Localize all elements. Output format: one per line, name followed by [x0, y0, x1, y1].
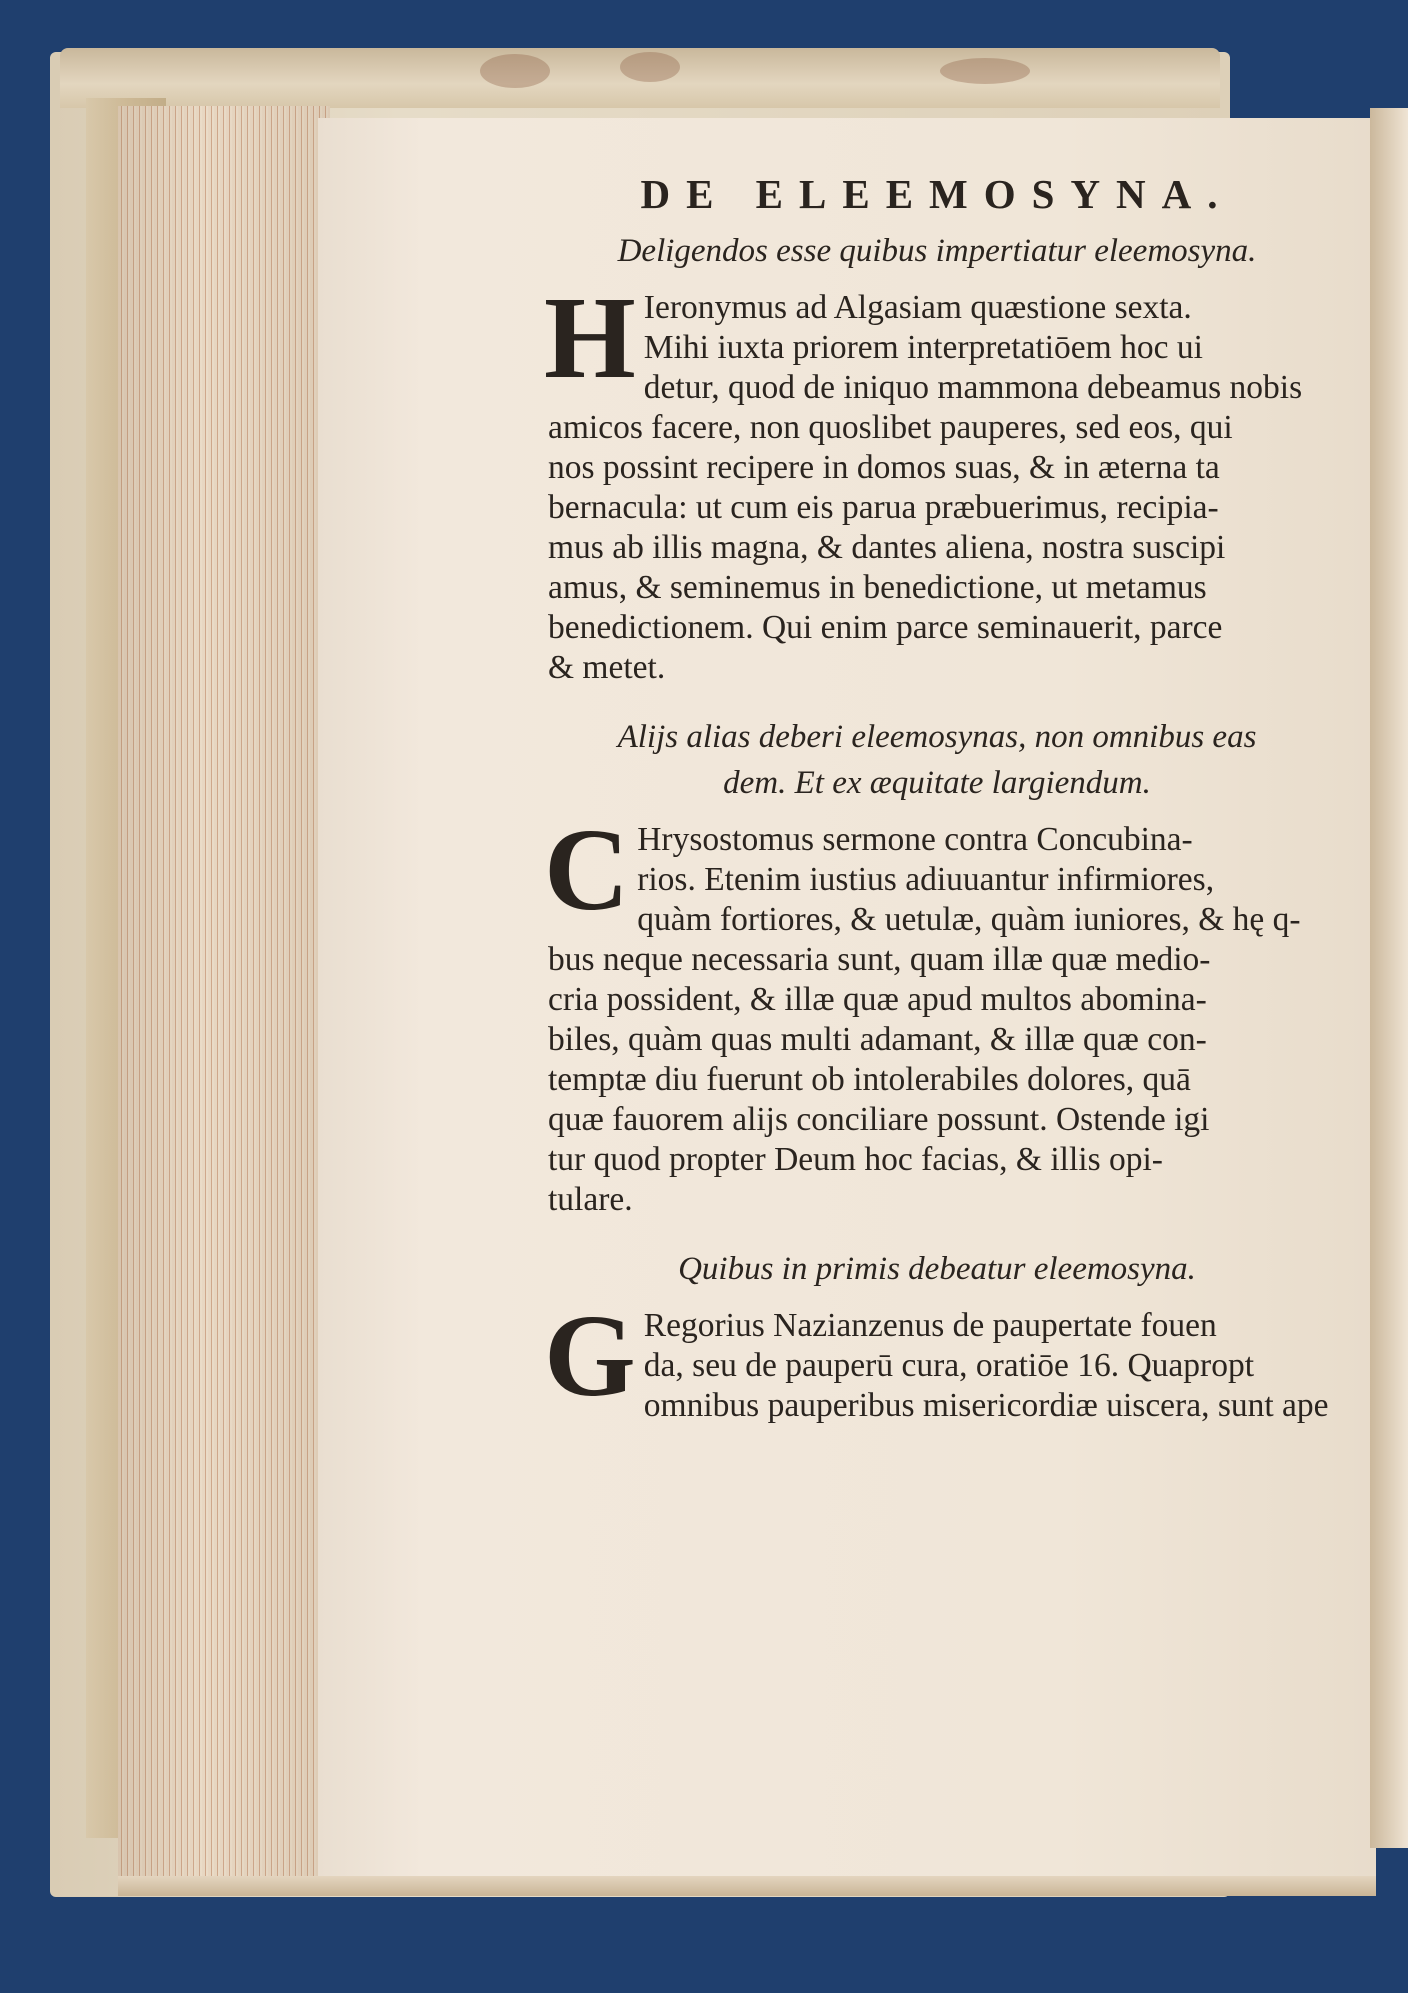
text-line: & metet.: [548, 649, 666, 686]
drop-capital: C: [544, 804, 630, 935]
text-line: amus, & seminemus in benedictione, ut metamus: [548, 569, 1207, 606]
text-line: Regorius Nazianzenus de paupertate fouen: [643, 1307, 1217, 1344]
text-line: benedictionem. Qui enim parce seminauerit, parce: [548, 609, 1223, 646]
text-line: detur, quod de iniquo mammona debeamus nobis: [643, 369, 1303, 406]
drop-capital: G: [544, 1290, 636, 1421]
section-heading: [548, 714, 1326, 806]
text-line: da, seu de pauperū cura, oratiōe 16. Quapropt: [643, 1347, 1255, 1384]
running-head: DE ELEEMOSYNA.: [640, 171, 1234, 217]
text-line: temptæ diu fuerunt ob intolerabiles dolores, quā: [548, 1061, 1191, 1098]
section-paragraph: [544, 272, 1326, 688]
vellum-cover-top: [60, 48, 1220, 108]
text-line: cria possident, & illæ quæ apud multos abomina-: [548, 981, 1207, 1018]
section-heading: [548, 1246, 1326, 1292]
text-line: tulare.: [548, 1181, 633, 1218]
text-line: bus neque necessaria sunt, quam illæ quæ medio-: [548, 941, 1211, 978]
text-line: quæ fauorem alijs conciliare possunt. Ostende igi: [548, 1101, 1210, 1138]
page-edges-shade: [118, 106, 330, 1896]
heading-line: Alijs alias deberi eleemosynas, non omnibus eas: [617, 719, 1257, 755]
section-heading: [548, 228, 1326, 274]
text-line: Ieronymus ad Algasiam quæstione sexta.: [643, 289, 1192, 326]
text-line: quàm fortiores, & uetulæ, quàm iuniores, & hę q-: [637, 901, 1301, 938]
text-line: bernacula: ut cum eis parua præbuerimus, recipia-: [548, 489, 1219, 526]
page-text: [544, 170, 1329, 1452]
text-line: Mihi iuxta priorem interpretatiōem hoc ui: [643, 329, 1203, 366]
cover-stain: [620, 52, 680, 82]
text-line: rios. Etenim iustius adiuuantur infirmiores,: [637, 861, 1215, 898]
text-line: biles, quàm quas multi adamant, & illæ quæ con-: [548, 1021, 1207, 1058]
section-paragraph: [544, 804, 1326, 1220]
text-line: amicos facere, non quoslibet pauperes, sed eos, qui: [548, 409, 1233, 446]
heading-line: Deligendos esse quibus impertiatur eleemosyna.: [617, 233, 1257, 269]
drop-capital: H: [544, 272, 636, 403]
section-paragraph: [544, 1290, 1329, 1426]
text-line: tur quod propter Deum hoc facias, & illis opi-: [548, 1141, 1163, 1178]
text-line: omnibus pauperibus misericordiæ uiscera, sunt ape: [643, 1387, 1329, 1424]
cover-stain: [480, 54, 550, 88]
cover-stain: [940, 58, 1030, 84]
heading-line: Quibus in primis debeatur eleemosyna.: [678, 1251, 1196, 1287]
text-line: nos possint recipere in domos suas, & in æterna ta: [548, 449, 1220, 486]
facing-page-edge: [1370, 108, 1408, 1848]
heading-line: dem. Et ex æquitate largiendum.: [723, 765, 1151, 801]
book-bottom-edge: [118, 1876, 1376, 1896]
text-line: Hrysostomus sermone contra Concubina-: [637, 821, 1193, 858]
text-line: mus ab illis magna, & dantes aliena, nostra suscipi: [548, 529, 1226, 566]
